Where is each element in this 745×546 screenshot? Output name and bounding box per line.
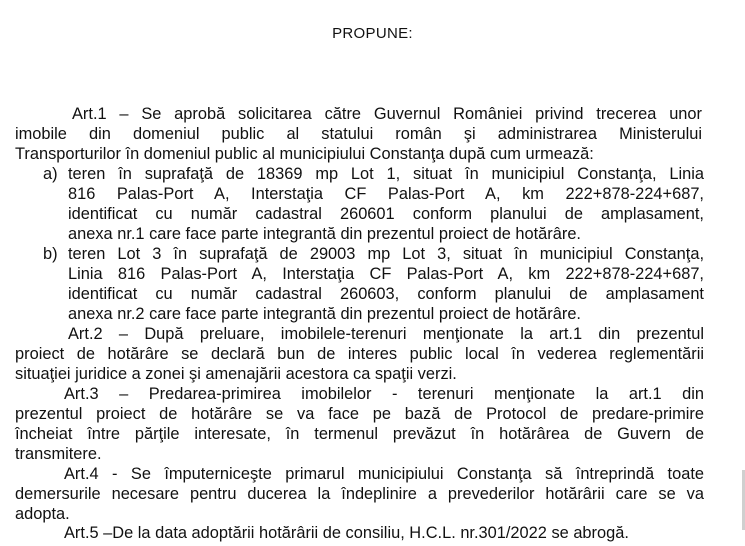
article-1-line-2: imobile din domeniul public al statului român şi administrarea Ministerului <box>15 125 702 143</box>
article-2-line-2: proiect de hotărâre se declară bun de interes public local în vederea reglementării <box>15 345 704 363</box>
item-b-marker: b) <box>43 245 58 263</box>
article-2-line-1: Art.2 – După preluare, imobilele-terenuri menţionate la art.1 din prezentul <box>68 325 704 343</box>
article-2-line-3: situaţiei juridice a zonei şi amenajării acestora ca spaţii verzi. <box>15 365 457 383</box>
article-3-line-1: Art.3 – Predarea-primirea imobilelor - terenuri menţionate la art.1 din <box>64 385 704 403</box>
article-4-line-1: Art.4 - Se împuterniceşte primarul municipiului Constanţa să întreprindă toate <box>64 465 704 483</box>
article-1-line-3: Transporturilor în domeniul public al municipiului Constanţa după cum urmează: <box>15 145 594 163</box>
item-a-line-2: 816 Palas-Port A, Interstaţia CF Palas-Port A, km 222+878-224+687, <box>68 185 704 203</box>
article-3-line-4: transmitere. <box>15 445 102 463</box>
article-5-line-1: Art.5 –De la data adoptării hotărârii de consiliu, H.C.L. nr.301/2022 se abrogă. <box>64 524 629 542</box>
item-b-line-2: Linia 816 Palas-Port A, Interstaţia CF Palas-Port A, km 222+878-224+687, <box>68 265 704 283</box>
item-a-line-1: teren în suprafaţă de 18369 mp Lot 1, situat în municipiul Constanţa, Linia <box>68 165 704 183</box>
item-a-marker: a) <box>43 165 58 183</box>
article-3-line-3: încheiat între părţile interesate, în termenul prevăzut în hotărârea de Guvern de <box>15 425 704 443</box>
article-3-line-2: prezentul proiect de hotărâre se va face pe bază de Protocol de predare-primire <box>15 405 704 423</box>
item-b-line-4: anexa nr.2 care face parte integrantă din prezentul proiect de hotărâre. <box>68 305 581 323</box>
article-4-line-2: demersurile necesare pentru ducerea la îndeplinire a prevederilor hotărârii care se va <box>15 485 704 503</box>
item-a-line-4: anexa nr.1 care face parte integrantă din prezentul proiect de hotărâre. <box>68 225 581 243</box>
item-b-line-3: identificat cu număr cadastral 260603, conform planului de amplasament <box>68 285 704 303</box>
document-heading: PROPUNE: <box>332 25 413 42</box>
item-b-line-1: teren Lot 3 în suprafaţă de 29003 mp Lot 3, situat în municipiul Constanţa, <box>68 245 704 263</box>
article-1-line-1: Art.1 – Se aprobă solicitarea către Guvernul României privind trecerea unor <box>72 105 702 123</box>
article-4-line-3: adopta. <box>15 505 70 523</box>
item-a-line-3: identificat cu număr cadastral 260601 conform planului de amplasament, <box>68 205 704 223</box>
